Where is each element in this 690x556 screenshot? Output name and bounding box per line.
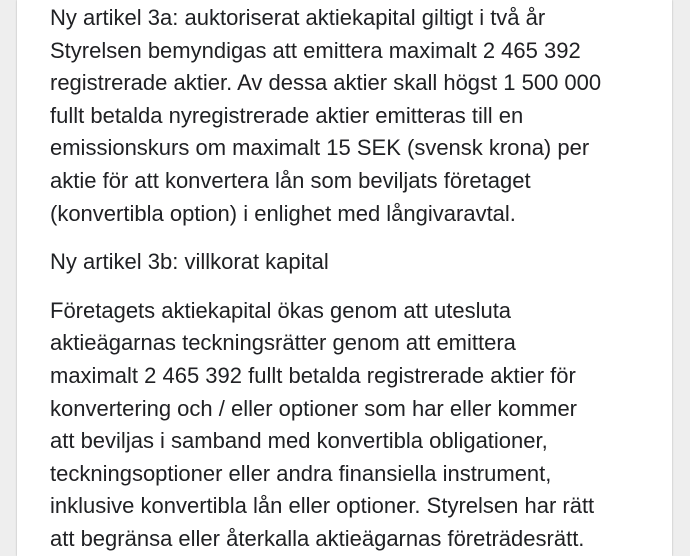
- article-3b-heading: Ny artikel 3b: villkorat kapital: [50, 249, 329, 275]
- article-3a-paragraph: Ny artikel 3a: auktoriserat aktiekapital giltigt i två år Styrelsen bemyndigas att emittera maximalt 2 465 392 registrerade aktier. Av dessa aktier skall högst 1 500 000 fullt betalda nyregistrerade aktier emitteras till en emissionskurs om maximalt 15 SEK (svensk krona) per aktie för att konvertera lån som beviljats företaget (konvertibla option) i enlighet med långivaravtal.: [50, 5, 602, 226]
- article-3b-paragraph: Företagets aktiekapital ökas genom att utesluta aktieägarnas teckningsrätter genom att emittera maximalt 2 465 392 fullt betalda registrerade aktier för konvertering och / eller optioner som har eller kommer att beviljas i samband med konvertibla obligationer, teckningsoptioner eller andra finansiella instrument, inklusive konvertibla lån eller optioner. Styrelsen har rätt att begränsa eller återkalla aktieägarnas företrädesrätt.: [50, 297, 595, 551]
- document-body: [50, 2, 650, 556]
- document-page: [17, 0, 672, 556]
